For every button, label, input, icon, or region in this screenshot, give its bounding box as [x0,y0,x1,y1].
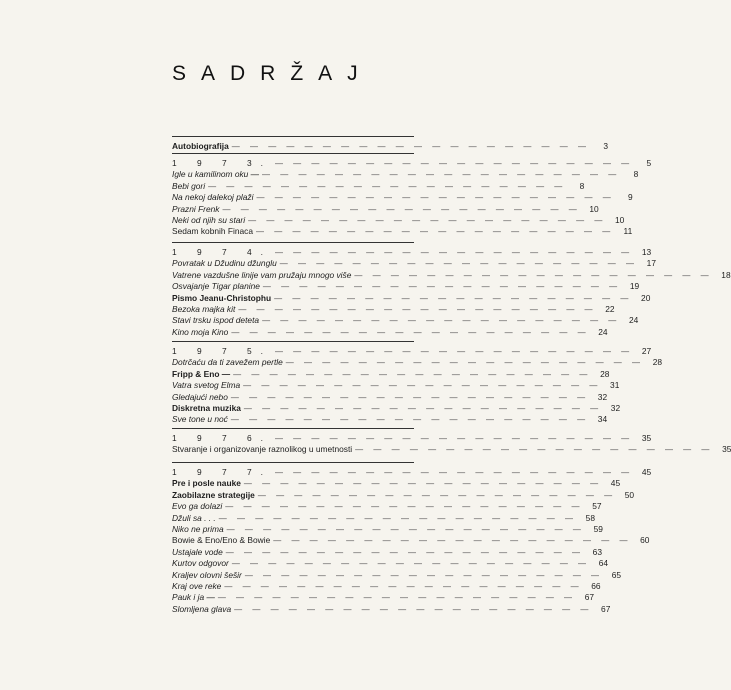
toc-entry-title: Džuli sa . . . [172,512,216,523]
toc-entry-title: 1 9 7 7. [172,467,272,477]
toc-entry [172,280,640,292]
toc-entry [172,246,652,258]
toc-entry [172,303,615,315]
toc-entry-title: Stvaranje i organizovanje raznolikog u umetnosti [172,444,353,455]
leader-dashes: — — — — — — — — — — — — — — — — — — — — [243,479,603,489]
leader-dashes: — — — — — — — — — — — — — — — — — — — — [222,204,581,214]
toc-entry [172,292,651,304]
leader-dashes: — — — — — — — — — — — — — — — — — — — — [279,259,638,269]
toc-entry [172,591,595,603]
toc-entry-page: 5 [646,158,652,168]
toc-entry [172,500,602,512]
toc-entry-title: Slomljena glava [172,603,232,614]
toc-entry-title: Dotrčaću da ti zavežem pertle [172,357,283,368]
toc-entry-title: Gledajući nebo [172,391,228,402]
toc-entry [172,413,608,425]
toc-entry [172,345,652,357]
toc-entry [172,140,608,152]
toc-entry-title: Kino moja Kino [172,326,229,337]
section-divider [172,136,414,137]
toc-entry-page: 19 [629,281,640,292]
leader-dashes: — — — — — — — — — — — — — — — — — — — — [244,570,604,580]
toc-entry-title: Fripp & Eno — [172,368,231,379]
toc-entry [172,168,639,180]
toc-entry-page: 11 [623,226,633,237]
leader-dashes: — — — — — — — — — — — — — — — — — — — — [238,305,597,314]
toc-entry-page: 50 [624,489,635,500]
toc-entry-title: Bowie & Eno/Eno & Bowie [172,535,271,546]
leader-dashes: — — — — — — — — — — — — — — — — — — — — [226,525,585,534]
leader-dashes: — — — — — — — — — — — — — — — — — — — — [274,434,634,443]
toc-entry-page: 35 [722,444,731,455]
toc-entry [172,569,622,581]
toc-entry [172,512,595,524]
leader-dashes: — — — — — — — — — — — — — — — — — — — — [354,270,713,280]
toc-entry [172,314,639,326]
toc-entry [172,466,652,478]
toc-entry-page: 58 [585,512,595,523]
toc-entry-page: 24 [628,315,639,326]
toc-entry-page: 32 [597,391,608,402]
toc-entry [172,432,652,444]
leader-dashes: — — — — — — — — — — — — — — — — — — — — [274,347,634,356]
leader-dashes: — — — — — — — — — — — — — — — — — — — — [262,170,621,180]
leader-dashes: — — — — — — — — — — — — — — — — — — — — [262,316,621,326]
toc-entry-page: 18 [721,269,731,280]
toc-entry [172,269,731,281]
toc-entry-title: Ustajale vode [172,546,223,557]
toc-entry [172,180,585,192]
toc-entry-title: Kraljev olovni šešir [172,569,242,580]
toc-entry-page: 27 [641,346,652,356]
toc-entry-title: Osvajanje Tigar planine [172,281,260,292]
toc-entry-page: 28 [652,357,663,368]
toc-entry-title: Prazni Frenk [172,203,220,214]
toc-entry-page: 10 [615,215,625,225]
toc-entry-page: 22 [605,304,615,314]
toc-entry-page: 59 [593,524,603,534]
toc-entry [172,580,601,592]
toc-entry-page: 8 [579,180,585,191]
toc-entry [172,356,663,368]
leader-dashes: — — — — — — — — — — — — — — — — — — — — [274,293,633,303]
toc-entry [172,203,599,215]
toc-entry-title: Kurtov odgovor [172,558,229,569]
section-divider [172,242,414,243]
toc-entry-title: 1 9 7 4. [172,247,272,257]
leader-dashes: — — — — — — — — — — — — — — — — — — — — [248,216,607,225]
toc-entry [172,546,602,558]
toc-entry-page: 32 [610,403,621,413]
toc-entry [172,523,603,535]
section-divider [172,153,414,154]
toc-entry-title: Pauk i ja — [172,592,215,603]
toc-entry-page: 65 [611,569,622,580]
leader-dashes: — — — — — — — — — — — — — — — — — — — — [256,227,615,237]
leader-dashes: — — — — — — — — — — — — — — — — — — — — [217,593,577,603]
leader-dashes: — — — — — — — — — — — — — — — — — — — — [231,559,591,569]
leader-dashes: — — — — — — — — — — — — — — — — — — — — [243,381,602,391]
toc-entry-page: 60 [640,535,650,546]
toc-entry-title: Diskretna muzika [172,403,241,413]
toc-entry [172,257,656,269]
toc-entry-page: 67 [601,603,611,614]
leader-dashes: — — — — — — — — — — — — — — — — — — — — [218,513,577,523]
toc-entry [172,603,611,615]
toc-entry-title: Autobiografija [172,141,229,151]
leader-dashes: — — — — — — — — — — — — — — — — — — — — [243,404,603,413]
toc-entry [172,191,633,203]
leader-dashes: — — — — — — — — — — — — — — — — — — — — [274,468,634,477]
leader-dashes: — — — — — — — — — — — — — — — — — — — — [224,582,583,591]
toc-entry-title: Evo ga dolazi [172,501,223,512]
section-divider [172,462,414,463]
leader-dashes: — — — — — — — — — — — — — — — — — — — — [234,604,593,614]
toc-entry-title: Kraj ove reke [172,581,222,591]
leader-dashes: — — — — — — — — — — — — — — — — — — — — [225,502,584,512]
toc-entry-page: 3 [603,141,608,151]
toc-entry-page: 31 [610,380,620,391]
toc-entry [172,368,610,380]
toc-entry [172,557,609,569]
leader-dashes: — — — — — — — — — — — — — — — — — — — — [274,159,634,168]
toc-entry-title: Sve tone u noć [172,414,228,425]
leader-dashes: — — — — — — — — — — — — — — — — — — — — [231,327,590,337]
toc-entry [172,379,620,391]
toc-entry-title: 1 9 7 5. [172,346,272,356]
toc-entry-page: 45 [641,467,652,477]
toc-entry-page: 45 [610,478,621,489]
toc-entry [172,326,608,338]
toc-entry [172,214,625,226]
toc-entry [172,225,633,237]
leader-dashes: — — — — — — — — — — — — — — — — — — — — [257,490,617,500]
leader-dashes: — — — — — — — — — — — — — — — — — — — — [274,248,634,257]
toc-entry-title: 1 9 7 6. [172,433,272,443]
toc-entry-page: 63 [592,546,602,557]
toc-entry-page: 66 [591,581,601,591]
toc-entry-page: 8 [633,169,639,180]
toc-entry-page: 57 [592,501,602,512]
toc-entry-title: Na nekoj dalekoj plaži [172,192,254,203]
leader-dashes: — — — — — — — — — — — — — — — — — — — — [233,369,592,379]
toc-entry-title: Pismo Jeanu-Christophu [172,292,272,303]
toc-entry [172,534,650,546]
toc-entry-page: 10 [589,203,599,214]
leader-dashes: — — — — — — — — — — — — — — — — — — — — [256,193,615,203]
toc-entry [172,489,635,501]
toc-entry-page: 17 [646,258,656,269]
leader-dashes: — — — — — — — — — — — — — — — — — — — — [230,392,590,402]
toc-entry-title: Neki od njih su stari [172,215,246,225]
toc-entry-page: 13 [641,247,652,257]
toc-entry-title: Igle u kamilinom oku — [172,169,260,180]
toc-entry [172,477,621,489]
section-divider [172,341,414,342]
toc-entry-page: 64 [598,558,609,569]
toc-entry-title: Povratak u Džudinu džunglu [172,258,277,269]
toc-entry-title: Bebi gori [172,180,206,191]
toc-entry-page: 28 [600,368,610,379]
toc-entry-page: 35 [641,433,652,443]
toc-entry-title: Bezoka majka kit [172,304,236,314]
page-title: SADRŽAJ [172,62,373,85]
toc-entry [172,157,652,169]
leader-dashes: — — — — — — — — — — — — — — — — — — — — [225,547,584,557]
toc-entry [172,391,608,403]
toc-entry-page: 34 [597,414,608,425]
toc-entry-title: Vatrene vazdušne linije vam pružaju mnogo više [172,269,352,280]
toc-entry-page: 24 [598,326,608,337]
leader-dashes: — — — — — — — — — — — — — — — — — — — — [230,415,590,425]
toc-entry-title: Zaobilazne strategije [172,489,255,500]
toc-entry-page: 20 [641,292,651,303]
toc-entry-title: Sedam kobnih Finaca [172,226,254,237]
toc-entry-title: 1 9 7 3. [172,158,272,168]
toc-entry-title: Niko ne prima [172,524,224,534]
leader-dashes: — — — — — — — — — — — — — — — — — — — — [208,181,567,191]
toc-entry-page: 67 [584,592,595,603]
toc-entry [172,443,731,455]
leader-dashes: — — — — — — — — — — — — — — — — — — — — [285,358,645,368]
leader-dashes: — — — — — — — — — — — — — — — — — — — — [262,282,622,292]
toc-entry-title: Vatra svetog Elma [172,380,241,391]
toc-entry [172,402,621,414]
toc-entry-page: 9 [628,192,633,203]
toc-entry-title: Stavi trsku ispod deteta [172,315,260,326]
leader-dashes: — — — — — — — — — — — — — — — — — — — — [355,445,714,455]
section-divider [172,428,414,429]
leader-dashes: — — — — — — — — — — — — — — — — — — — — [273,536,632,546]
toc-entry-title: Pre i posle nauke [172,478,241,489]
leader-dashes: — — — — — — — — — — — — — — — — — — — — [231,142,590,151]
